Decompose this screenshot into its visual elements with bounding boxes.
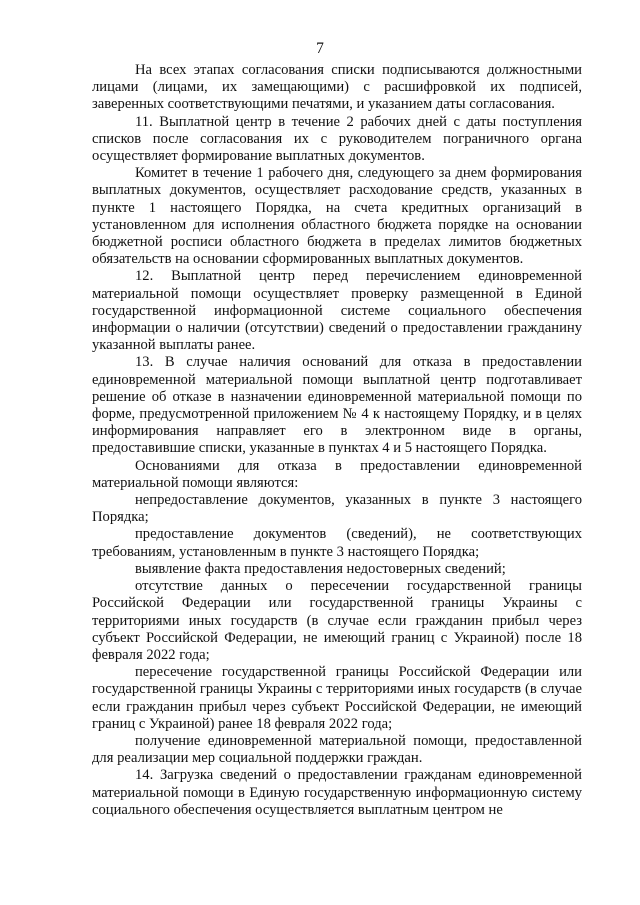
paragraph-approval-signatures: На всех этапах согласования списки подписываются должностными лицами (лицами, их замещающими) с расшифровкой их подписей, заверенных соответствующими печатями, и указанием даты согласования. (92, 62, 582, 113)
paragraph-item-14: 14. Загрузка сведений о предоставлении гражданам единовременной материальной помощи в Единую государственную информационную систему социального обеспечения осуществляется выплатным центром не (92, 767, 582, 818)
refusal-ground-5: пересечение государственной границы Российской Федерации или государственной границы Украины с территориями иных государств (в случае если гражданин прибыл через субъект Российской Федерации, не имеющий границ с Украиной) ранее 18 февраля 2022 года; (92, 664, 582, 732)
paragraph-item-12: 12. Выплатной центр перед перечислением единовременной материальной помощи осуществляет проверку размещенной в Единой государственной информационной системе социального обеспечения информации о наличии (отсутствии) сведений о предоставлении гражданину указанной выплаты ранее. (92, 268, 582, 354)
refusal-ground-6: получение единовременной материальной помощи, предоставленной для реализации мер социальной поддержки граждан. (92, 732, 582, 767)
paragraph-refusal-grounds-intro: Основаниями для отказа в предоставлении единовременной материальной помощи являются: (92, 457, 582, 491)
refusal-ground-4: отсутствие данных о пересечении государственной границы Российской Федерации или государственной границы Украины с территориями иных государств (в случае если гражданин прибыл через субъект Российской Федерации, не имеющий границ с Украиной) после 18 февраля 2022 года; (92, 578, 582, 663)
paragraph-item-11: 11. Выплатной центр в течение 2 рабочих дней с даты поступления списков после согласования их с руководителем пограничного органа осуществляет формирование выплатных документов. (92, 113, 582, 165)
paragraph-committee-spending: Комитет в течение 1 рабочего дня, следующего за днем формирования выплатных документов, осуществляет расходование средств, указанных в пункте 1 настоящего Порядка, на счета кредитных организаций в установленном для исполнения областного бюджета порядке на основании бюджетной росписи областного бюджета в пределах лимитов бюджетных обязательств на основании сформированных выплатных документов. (92, 165, 582, 268)
document-body (92, 62, 582, 819)
refusal-ground-2: предоставление документов (сведений), не соответствующих требованиям, установленным в пункте 3 настоящего Порядка; (92, 526, 582, 560)
page-number: 7 (316, 40, 324, 57)
paragraph-item-13: 13. В случае наличия оснований для отказа в предоставлении единовременной материальной помощи выплатной центр подготавливает решение об отказе в назначении единовременной материальной помощи по форме, предусмотренной приложением № 4 к настоящему Порядку, и в целях информирования направляет его в электронном виде в органы, предоставившие списки, указанные в пунктах 4 и 5 настоящего Порядка. (92, 354, 582, 457)
refusal-ground-3: выявление факта предоставления недостоверных сведений; (135, 560, 506, 577)
refusal-ground-1: непредоставление документов, указанных в пункте 3 настоящего Порядка; (92, 492, 582, 526)
